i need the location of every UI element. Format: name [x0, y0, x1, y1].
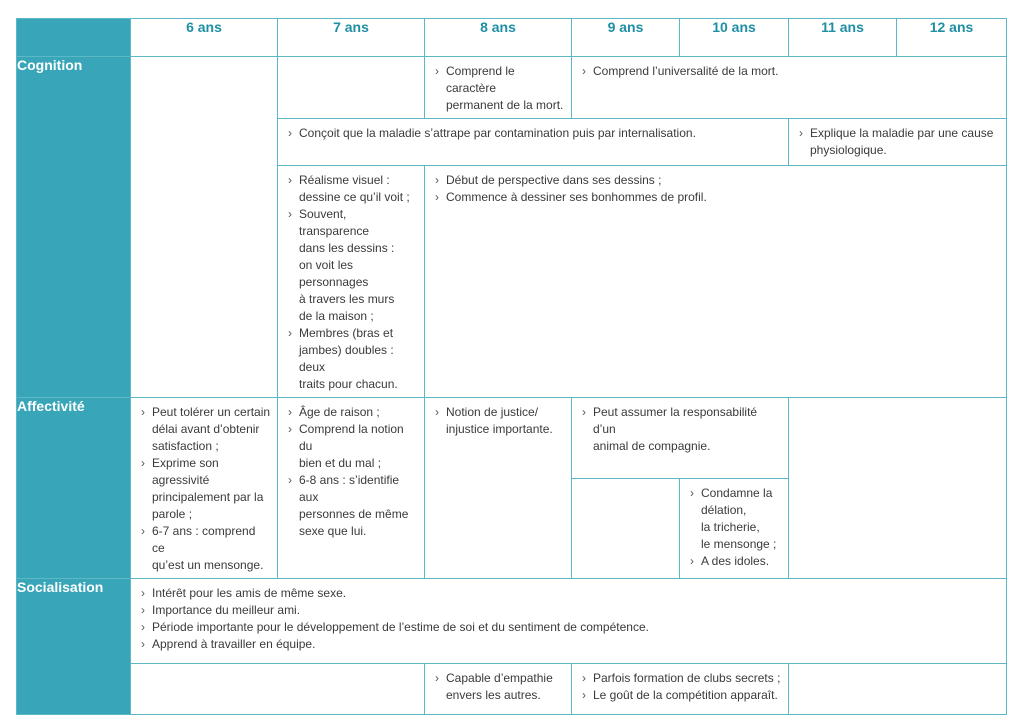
cell-affectivite-11-12: [789, 398, 1007, 579]
list-item: › Comprend l’universalité de la mort.: [582, 63, 1000, 80]
cell-socialisation-r2-8: [425, 664, 572, 715]
list-item: › Membres (bras et jambes) doubles : deux traits pour chacun.: [288, 325, 418, 393]
cell-cognition-r3-7: [278, 166, 425, 398]
list-item: › Conçoit que la maladie s’attrape par contamination puis par internalisation.: [288, 125, 782, 142]
list-item: › Âge de raison ;: [288, 404, 418, 421]
age-header-6: 6 ans: [131, 19, 278, 57]
bullet-list: [572, 664, 788, 708]
cell-cognition-6: [131, 57, 278, 398]
list-item: › Parfois formation de clubs secrets ;: [582, 670, 782, 687]
cell-cognition-r2-11-12: [789, 119, 1007, 166]
bullet-list: [425, 664, 571, 708]
cell-socialisation-r2-6-7: [131, 664, 425, 715]
development-table: [16, 18, 1007, 715]
list-item: › Exprime son agressivité principalement par la parole ;: [141, 455, 271, 523]
cell-affectivite-r2-9: [572, 478, 680, 578]
bullet-list: [131, 398, 277, 578]
bullet-list: [425, 57, 571, 118]
age-header-12: 12 ans: [897, 19, 1007, 57]
list-item: › Comprend la notion du bien et du mal ;: [288, 421, 418, 472]
bullet-list: [425, 398, 571, 442]
list-item: › A des idoles.: [690, 553, 782, 570]
list-item: › Importance du meilleur ami.: [141, 602, 1000, 619]
list-item: › Intérêt pour les amis de même sexe.: [141, 585, 1000, 602]
list-item: › Notion de justice/ injustice importante.: [435, 404, 565, 438]
list-item: › 6-7 ans : comprend ce qu’est un mensonge.: [141, 523, 271, 574]
age-header-8: 8 ans: [425, 19, 572, 57]
bullet-list: [425, 166, 1006, 210]
age-header-10: 10 ans: [680, 19, 789, 57]
header-corner: [17, 19, 131, 57]
list-item: › Explique la maladie par une cause physiologique.: [799, 125, 1000, 159]
bullet-list: [131, 579, 1006, 657]
cell-affectivite-7: [278, 398, 425, 579]
cell-cognition-r2-7-10: [278, 119, 789, 166]
list-item: › Peut assumer la responsabilité d’un animal de compagnie.: [582, 404, 782, 455]
cell-socialisation-r2-11-12: [789, 664, 1007, 715]
bullet-list: [278, 119, 788, 146]
list-item: › 6-8 ans : s’identifie aux personnes de même sexe que lui.: [288, 472, 418, 540]
domain-cognition: Cognition: [17, 57, 131, 398]
cell-cognition-r3-8-12: [425, 166, 1007, 398]
list-item: › Condamne la délation, la tricherie, le mensonge ;: [690, 485, 782, 553]
cell-affectivite-6: [131, 398, 278, 579]
list-item: › Commence à dessiner ses bonhommes de profil.: [435, 189, 1000, 206]
list-item: › Comprend le caractère permanent de la mort.: [435, 63, 565, 114]
list-item: › Peut tolérer un certain délai avant d’obtenir satisfaction ;: [141, 404, 271, 455]
domain-socialisation: Socialisation: [17, 579, 131, 715]
cell-affectivite-r2-10: [680, 478, 789, 578]
list-item: › Le goût de la compétition apparaît.: [582, 687, 782, 704]
list-item: › Capable d’empathie envers les autres.: [435, 670, 565, 704]
cell-cognition-r1-8: [425, 57, 572, 119]
bullet-list: [278, 166, 424, 397]
list-item: › Période importante pour le développement de l’estime de soi et du sentiment de compétence.: [141, 619, 1000, 636]
age-header-7: 7 ans: [278, 19, 425, 57]
bullet-list: [789, 119, 1006, 163]
bullet-list: [572, 57, 1006, 84]
bullet-list: [278, 398, 424, 544]
cell-cognition-r1-9-12: [572, 57, 1007, 119]
cell-cognition-r1-7: [278, 57, 425, 119]
cell-socialisation-r2-9-10: [572, 664, 789, 715]
list-item: › Réalisme visuel : dessine ce qu’il voit ;: [288, 172, 418, 206]
cell-affectivite-8: [425, 398, 572, 579]
domain-affectivite: Affectivité: [17, 398, 131, 579]
cell-affectivite-9-10: [572, 398, 789, 479]
age-header-9: 9 ans: [572, 19, 680, 57]
list-item: › Souvent, transparence dans les dessins : on voit les personnages à travers les murs de la maison ;: [288, 206, 418, 325]
age-header-11: 11 ans: [789, 19, 897, 57]
bullet-list: [680, 479, 788, 574]
list-item: › Apprend à travailler en équipe.: [141, 636, 1000, 653]
list-item: › Début de perspective dans ses dessins ;: [435, 172, 1000, 189]
bullet-list: [572, 398, 788, 459]
cell-socialisation-r1: [131, 579, 1007, 664]
